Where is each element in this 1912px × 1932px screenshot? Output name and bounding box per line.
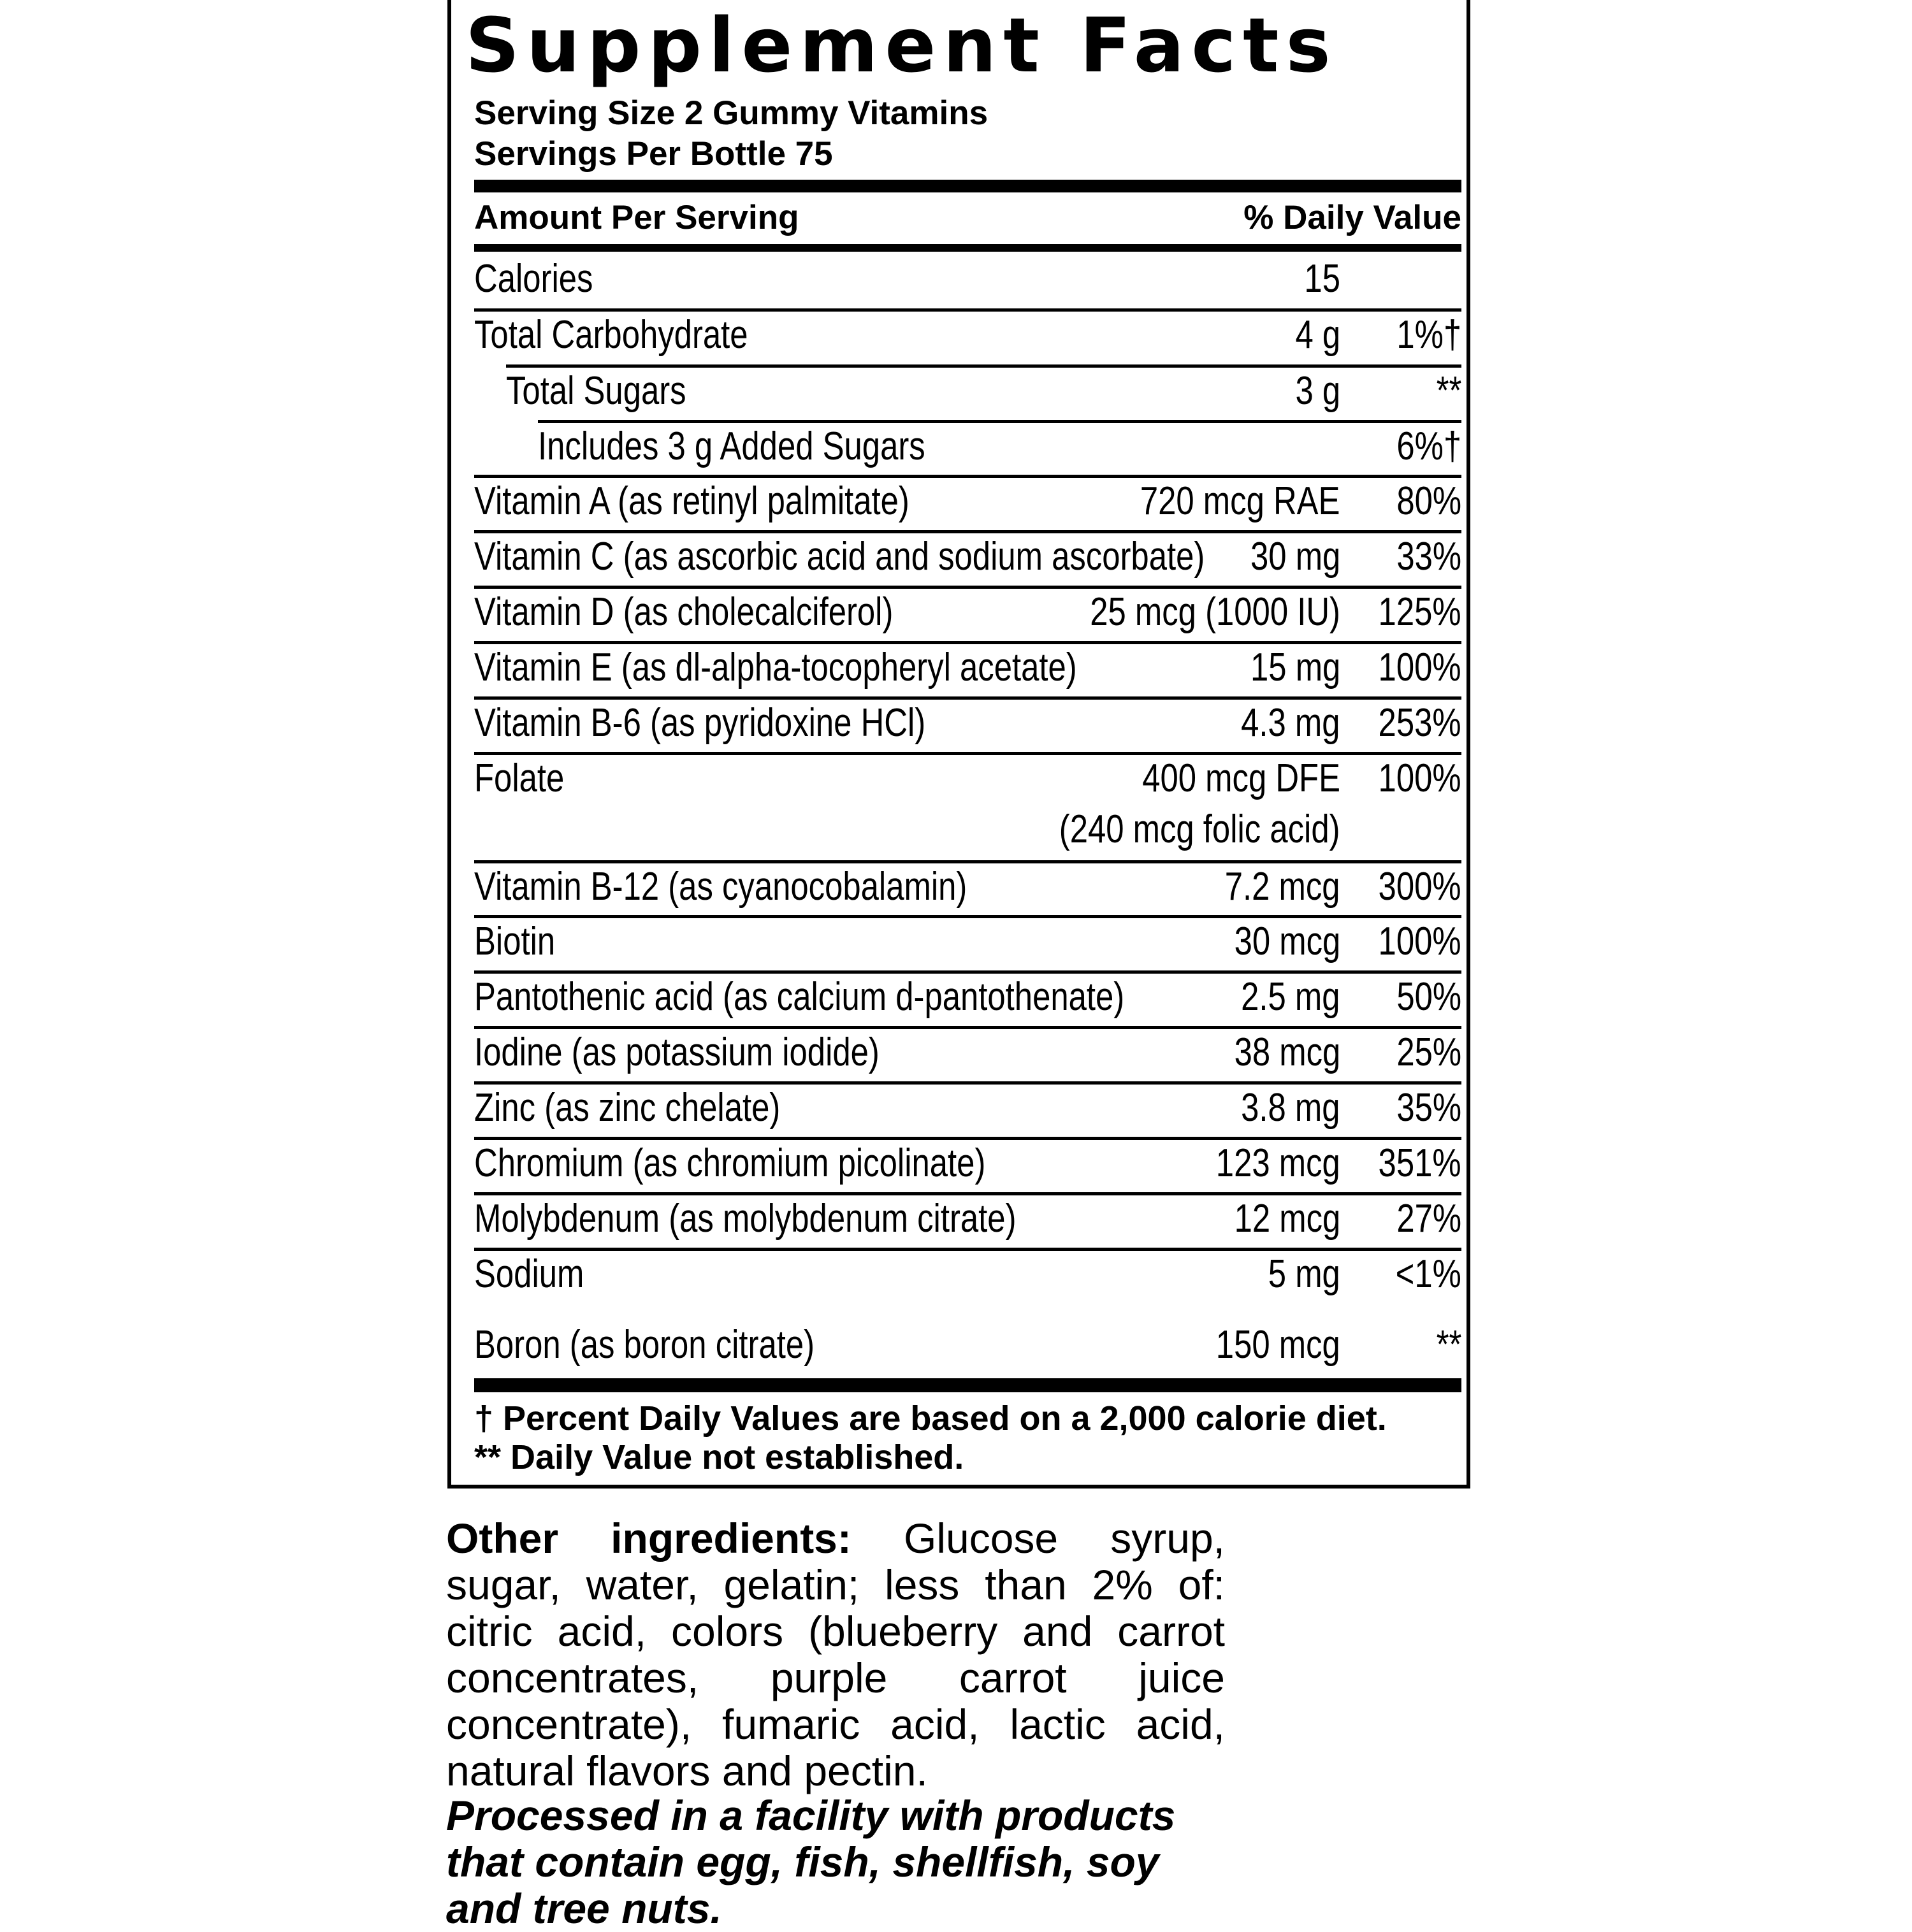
nutrient-row bbox=[474, 476, 1461, 527]
nutrient-daily-value: 1%† bbox=[1396, 313, 1461, 357]
thick-rule-bottom bbox=[474, 1378, 1461, 1392]
nutrient-name: Iodine (as potassium iodide) bbox=[474, 1030, 880, 1074]
nutrient-name: Total Sugars bbox=[506, 369, 686, 413]
nutrient-amount: 3 g bbox=[1295, 369, 1340, 413]
nutrient-daily-value: 100% bbox=[1378, 756, 1461, 800]
supplement-facts-panel bbox=[447, 0, 1470, 1489]
nutrient-name: Folate bbox=[474, 756, 565, 800]
ingredients-label: Other ingredients: bbox=[446, 1515, 851, 1562]
nutrient-daily-value: 100% bbox=[1378, 645, 1461, 689]
nutrient-daily-value: 27% bbox=[1396, 1197, 1461, 1241]
nutrient-name: Boron (as boron citrate) bbox=[474, 1323, 815, 1367]
nutrient-daily-value: 50% bbox=[1396, 975, 1461, 1019]
nutrient-daily-value: 351% bbox=[1378, 1141, 1461, 1185]
other-ingredients bbox=[446, 1515, 1225, 1794]
servings-per-container: Servings Per Bottle 75 bbox=[474, 135, 833, 173]
nutrient-daily-value: 35% bbox=[1396, 1086, 1461, 1130]
nutrient-row bbox=[474, 1083, 1461, 1134]
panel-title: Supplement Facts bbox=[465, 1, 1338, 89]
nutrient-amount: 30 mg bbox=[1250, 535, 1340, 579]
medium-rule bbox=[474, 244, 1461, 252]
nutrient-name: Vitamin C (as ascorbic acid and sodium ascorbate) bbox=[474, 535, 1205, 579]
nutrient-name: Zinc (as zinc chelate) bbox=[474, 1086, 781, 1130]
nutrient-name: Pantothenic acid (as calcium d-pantothenate) bbox=[474, 975, 1125, 1019]
nutrient-name: Vitamin D (as cholecalciferol) bbox=[474, 590, 894, 634]
nutrient-name: Vitamin A (as retinyl palmitate) bbox=[474, 479, 909, 523]
nutrient-name: Sodium bbox=[474, 1252, 584, 1296]
nutrient-row bbox=[474, 642, 1461, 693]
nutrient-row bbox=[474, 254, 1461, 305]
nutrient-name: Molybdenum (as molybdenum citrate) bbox=[474, 1197, 1017, 1241]
nutrient-amount: 7.2 mcg bbox=[1225, 865, 1340, 909]
nutrient-name: Calories bbox=[474, 257, 593, 301]
nutrient-name: Chromium (as chromium picolinate) bbox=[474, 1141, 986, 1185]
nutrient-row bbox=[474, 753, 1461, 855]
nutrient-amount: 15 mg bbox=[1250, 645, 1340, 689]
nutrient-name: Vitamin B-12 (as cyanocobalamin) bbox=[474, 865, 967, 909]
nutrient-row bbox=[474, 1193, 1461, 1244]
nutrient-amount: 5 mg bbox=[1268, 1252, 1340, 1296]
nutrient-name: Vitamin B-6 (as pyridoxine HCl) bbox=[474, 701, 926, 745]
nutrient-amount: 30 mcg bbox=[1234, 919, 1340, 963]
nutrient-amount-line2: (240 mcg folic acid) bbox=[1059, 807, 1340, 851]
nutrient-row bbox=[474, 366, 1461, 417]
nutrient-amount: 25 mcg (1000 IU) bbox=[1090, 590, 1340, 634]
nutrient-daily-value: <1% bbox=[1395, 1252, 1461, 1296]
nutrient-amount: 15 bbox=[1304, 257, 1340, 301]
nutrient-amount: 4.3 mg bbox=[1241, 701, 1340, 745]
nutrient-row bbox=[474, 1320, 1461, 1371]
nutrient-daily-value: ** bbox=[1436, 369, 1461, 413]
nutrient-amount: 3.8 mg bbox=[1241, 1086, 1340, 1130]
nutrient-amount: 2.5 mg bbox=[1241, 975, 1340, 1019]
allergen-statement: Processed in a facility with products that contain egg, fish, shellfish, soy and tree nuts. bbox=[446, 1792, 1176, 1932]
nutrient-daily-value: 100% bbox=[1378, 919, 1461, 963]
nutrient-amount: 4 g bbox=[1295, 313, 1340, 357]
nutrient-amount: 400 mcg DFE bbox=[1142, 756, 1340, 800]
nutrient-row bbox=[474, 587, 1461, 638]
nutrient-row bbox=[474, 972, 1461, 1023]
nutrient-daily-value: ** bbox=[1436, 1323, 1461, 1367]
serving-size: Serving Size 2 Gummy Vitamins bbox=[474, 94, 989, 132]
nutrient-row bbox=[474, 310, 1461, 361]
ingredients-text: Glucose syrup, sugar, water, gelatin; less than 2% of: citric acid, colors (blueberry and carrot concentrates, purple carrot juice concentrate), fumaric acid, lactic acid, natural flavors and pectin. bbox=[446, 1515, 1225, 1794]
column-header bbox=[474, 195, 1461, 241]
nutrient-row bbox=[474, 421, 1461, 472]
nutrient-daily-value: 6%† bbox=[1396, 424, 1461, 468]
nutrient-name: Includes 3 g Added Sugars bbox=[538, 424, 925, 468]
nutrient-name: Biotin bbox=[474, 919, 556, 963]
header-daily-value: % Daily Value bbox=[1243, 199, 1461, 236]
nutrient-amount: 720 mcg RAE bbox=[1140, 479, 1340, 523]
nutrient-amount: 123 mcg bbox=[1215, 1141, 1340, 1185]
nutrient-row bbox=[474, 531, 1461, 582]
nutrient-daily-value: 253% bbox=[1378, 701, 1461, 745]
footnote-daily-values: † Percent Daily Values are based on a 2,000 calorie diet. bbox=[474, 1399, 1387, 1438]
nutrient-row bbox=[474, 1138, 1461, 1189]
nutrient-row bbox=[474, 916, 1461, 967]
nutrient-name: Vitamin E (as dl-alpha-tocopheryl acetate) bbox=[474, 645, 1077, 689]
nutrient-row bbox=[474, 1027, 1461, 1078]
nutrient-daily-value: 33% bbox=[1396, 535, 1461, 579]
nutrient-daily-value: 125% bbox=[1378, 590, 1461, 634]
nutrient-amount: 12 mcg bbox=[1234, 1197, 1340, 1241]
nutrient-daily-value: 25% bbox=[1396, 1030, 1461, 1074]
footnote-not-established: ** Daily Value not established. bbox=[474, 1438, 964, 1476]
nutrient-amount: 38 mcg bbox=[1234, 1030, 1340, 1074]
thick-rule-top bbox=[474, 180, 1461, 192]
nutrient-row bbox=[474, 861, 1461, 912]
header-amount-per-serving: Amount Per Serving bbox=[474, 199, 799, 236]
nutrient-row bbox=[474, 698, 1461, 749]
nutrient-daily-value: 300% bbox=[1378, 865, 1461, 909]
nutrient-row bbox=[474, 1249, 1461, 1300]
nutrient-amount: 150 mcg bbox=[1215, 1323, 1340, 1367]
nutrient-name: Total Carbohydrate bbox=[474, 313, 748, 357]
nutrient-daily-value: 80% bbox=[1396, 479, 1461, 523]
